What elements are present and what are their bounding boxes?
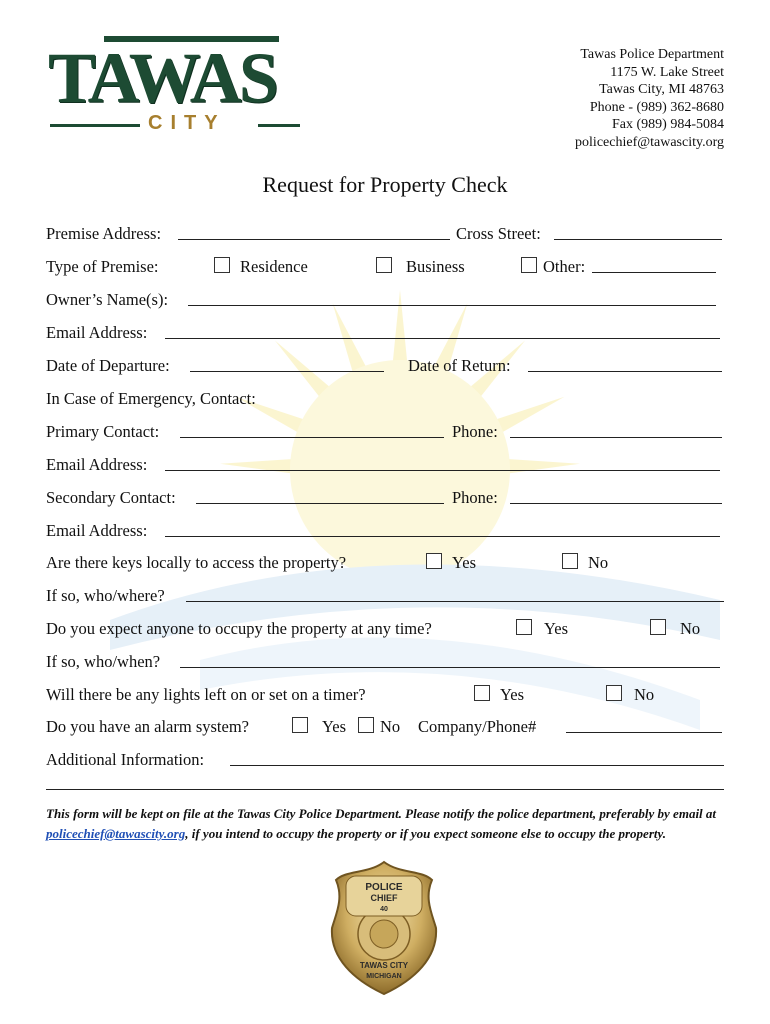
badge-city: TAWAS CITY bbox=[359, 961, 409, 970]
tawas-city-logo bbox=[40, 32, 310, 136]
police-chief-badge bbox=[328, 858, 440, 998]
email-row bbox=[46, 323, 726, 345]
department-name: Tawas Police Department bbox=[580, 47, 724, 62]
return-label: Date of Return: bbox=[408, 356, 511, 375]
secondary-contact-row bbox=[46, 488, 726, 510]
premise-address-row bbox=[46, 224, 726, 246]
department-address bbox=[575, 46, 724, 151]
alarm-yes-label: Yes bbox=[322, 717, 347, 736]
lights-yes-checkbox[interactable] bbox=[474, 685, 490, 701]
who-where-row bbox=[46, 586, 726, 608]
alarm-row bbox=[46, 717, 726, 739]
lights-question: Will there be any lights left on or set on a timer? bbox=[46, 685, 366, 704]
who-when-label: If so, who/when? bbox=[46, 652, 161, 671]
who-where-field[interactable] bbox=[186, 586, 724, 602]
occupy-yes-label: Yes bbox=[544, 619, 569, 638]
other-field[interactable] bbox=[592, 257, 716, 273]
logo-city: CITY bbox=[148, 112, 226, 134]
primary-contact-field[interactable] bbox=[180, 422, 444, 438]
cross-street-field[interactable] bbox=[554, 224, 722, 240]
who-where-label: If so, who/where? bbox=[46, 586, 165, 605]
premise-address-field[interactable] bbox=[178, 224, 450, 240]
dates-row bbox=[46, 356, 726, 378]
residence-checkbox[interactable] bbox=[214, 257, 230, 273]
other-checkbox[interactable] bbox=[521, 257, 537, 273]
alarm-no-checkbox[interactable] bbox=[358, 717, 374, 733]
business-label: Business bbox=[406, 257, 465, 276]
company-phone-field[interactable] bbox=[566, 717, 722, 733]
primary-email-field[interactable] bbox=[165, 455, 720, 471]
owners-row bbox=[46, 290, 726, 312]
fax-number: Fax (989) 984-5084 bbox=[612, 117, 724, 132]
badge-number: 40 bbox=[380, 906, 388, 913]
alarm-yes-checkbox[interactable] bbox=[292, 717, 308, 733]
keys-row bbox=[46, 553, 726, 575]
logo-name: TAWAS bbox=[48, 38, 276, 118]
keys-yes-checkbox[interactable] bbox=[426, 553, 442, 569]
who-when-row bbox=[46, 652, 726, 674]
residence-label: Residence bbox=[240, 257, 308, 276]
alarm-no-label: No bbox=[380, 717, 401, 736]
lights-no-label: No bbox=[634, 685, 655, 704]
primary-phone-label: Phone: bbox=[452, 422, 498, 441]
departure-label: Date of Departure: bbox=[46, 356, 170, 375]
premise-address-label: Premise Address: bbox=[46, 224, 162, 243]
email-label: Email Address: bbox=[46, 323, 148, 342]
return-field[interactable] bbox=[528, 356, 722, 372]
cross-street-label: Cross Street: bbox=[456, 224, 541, 243]
keys-no-checkbox[interactable] bbox=[562, 553, 578, 569]
secondary-phone-label: Phone: bbox=[452, 488, 498, 507]
occupy-no-checkbox[interactable] bbox=[650, 619, 666, 635]
secondary-contact-label: Secondary Contact: bbox=[46, 488, 176, 507]
owners-label: Owner’s Name(s): bbox=[46, 290, 169, 309]
additional-info-row bbox=[46, 750, 726, 772]
additional-info-row-2 bbox=[46, 774, 726, 796]
emergency-row bbox=[46, 389, 726, 411]
keys-yes-label: Yes bbox=[452, 553, 477, 572]
secondary-phone-field[interactable] bbox=[510, 488, 722, 504]
lights-yes-label: Yes bbox=[500, 685, 525, 704]
occupy-no-label: No bbox=[680, 619, 701, 638]
primary-email-row bbox=[46, 455, 726, 477]
business-checkbox[interactable] bbox=[376, 257, 392, 273]
secondary-contact-field[interactable] bbox=[196, 488, 444, 504]
premise-type-row bbox=[46, 257, 726, 279]
primary-contact-row bbox=[46, 422, 726, 444]
badge-chief: CHIEF bbox=[370, 893, 398, 903]
note-text: This form will be kept on file at the Tawas City Police Department. Please notify the police department, preferably by email at bbox=[46, 806, 717, 821]
additional-info-label: Additional Information: bbox=[46, 750, 205, 769]
logo-divider bbox=[258, 124, 300, 127]
primary-email-label: Email Address: bbox=[46, 455, 148, 474]
primary-phone-field[interactable] bbox=[510, 422, 722, 438]
city-state-zip: Tawas City, MI 48763 bbox=[599, 82, 724, 97]
secondary-email-field[interactable] bbox=[165, 521, 720, 537]
badge-police: POLICE bbox=[365, 882, 403, 893]
departure-field[interactable] bbox=[190, 356, 384, 372]
note-email-link[interactable]: policechief@tawascity.org bbox=[46, 826, 186, 841]
additional-info-field[interactable] bbox=[230, 750, 724, 766]
company-phone-label: Company/Phone# bbox=[418, 717, 537, 736]
form-title: Request for Property Check bbox=[262, 172, 508, 197]
retention-note bbox=[46, 804, 726, 844]
contact-email[interactable]: policechief@tawascity.org bbox=[575, 134, 724, 150]
keys-no-label: No bbox=[588, 553, 609, 572]
badge-state: MICHIGAN bbox=[366, 973, 402, 980]
phone-number: Phone - (989) 362-8680 bbox=[589, 99, 724, 115]
owners-field[interactable] bbox=[188, 290, 716, 306]
lights-row bbox=[46, 685, 726, 707]
alarm-question: Do you have an alarm system? bbox=[46, 717, 249, 736]
primary-contact-label: Primary Contact: bbox=[46, 422, 160, 441]
lights-no-checkbox[interactable] bbox=[606, 685, 622, 701]
emergency-label: In Case of Emergency, Contact: bbox=[46, 389, 256, 408]
street-address: 1175 W. Lake Street bbox=[610, 64, 724, 80]
keys-question: Are there keys locally to access the property? bbox=[46, 553, 347, 572]
additional-info-field-2[interactable] bbox=[46, 774, 724, 790]
note-text-end: , if you intend to occupy the property or if you expect someone else to occupy the property. bbox=[185, 826, 667, 841]
secondary-email-row bbox=[46, 521, 726, 543]
other-label: Other: bbox=[543, 257, 586, 276]
logo-divider bbox=[50, 124, 140, 127]
occupy-question: Do you expect anyone to occupy the property at any time? bbox=[46, 619, 432, 638]
who-when-field[interactable] bbox=[180, 652, 720, 668]
occupy-row bbox=[46, 619, 726, 641]
email-field[interactable] bbox=[165, 323, 720, 339]
occupy-yes-checkbox[interactable] bbox=[516, 619, 532, 635]
secondary-email-label: Email Address: bbox=[46, 521, 148, 540]
premise-type-label: Type of Premise: bbox=[46, 257, 159, 276]
